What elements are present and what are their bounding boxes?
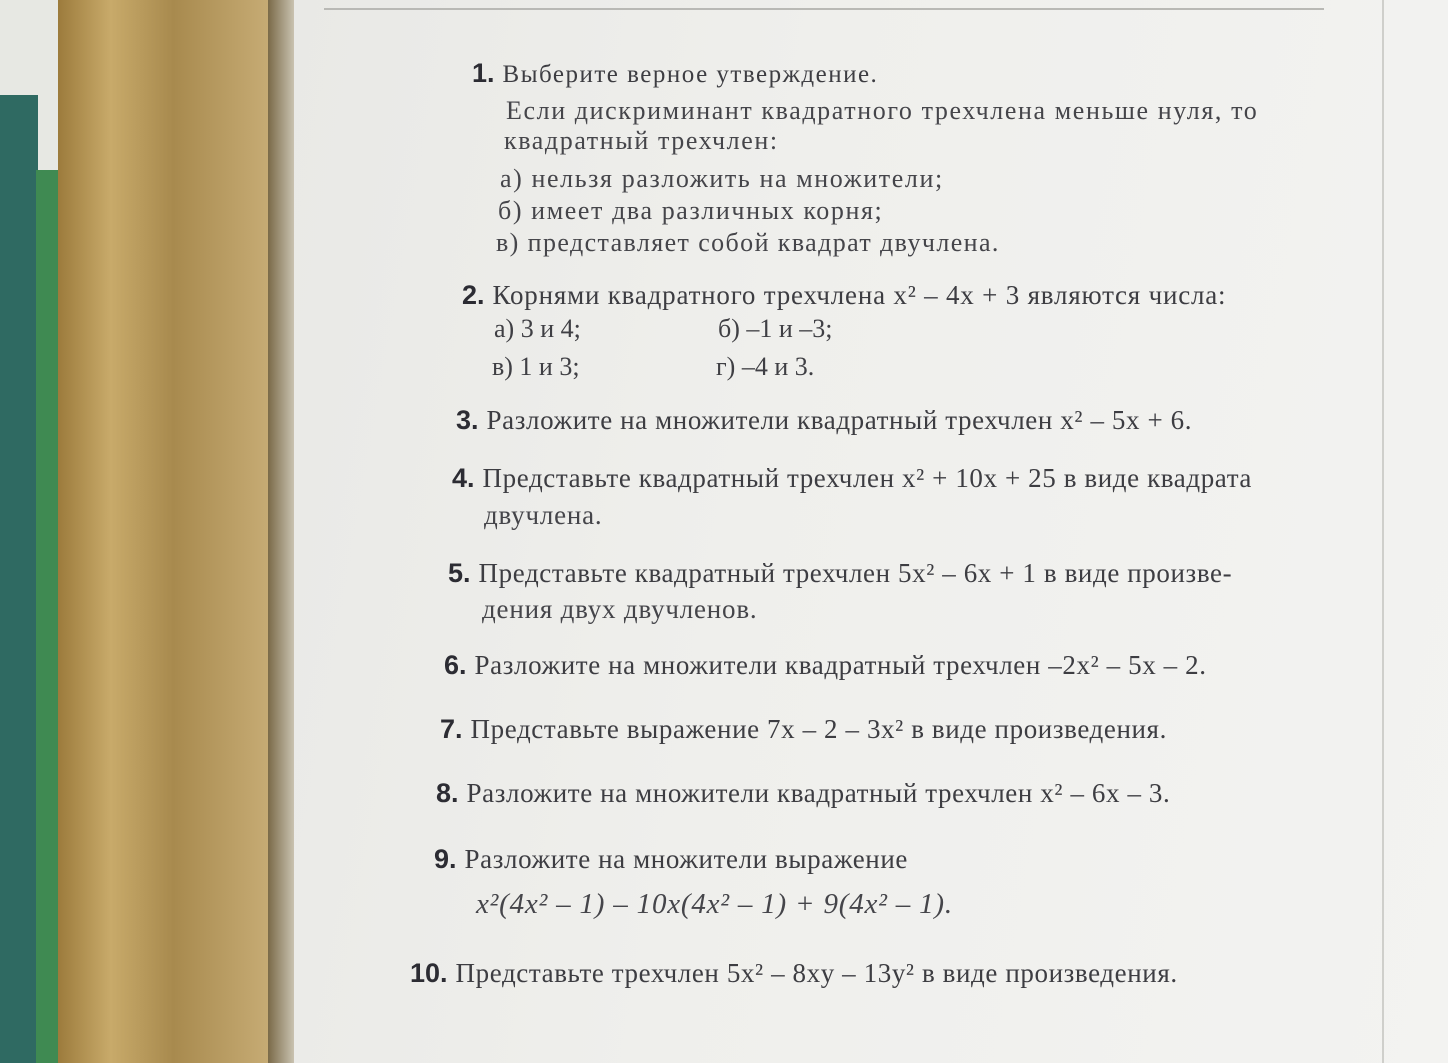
task-text: Разложите на множители квадратный трехчлен x² – 5x + 6. bbox=[486, 405, 1193, 435]
answer-option: в) 1 и 3; bbox=[492, 352, 580, 381]
page-gutter bbox=[268, 0, 294, 1063]
task-8 bbox=[436, 778, 1170, 809]
answer-option: б) имеет два различных корня; bbox=[498, 196, 884, 225]
binder-spine bbox=[58, 0, 268, 1063]
task-number: 4. bbox=[452, 463, 475, 493]
task-number: 7. bbox=[440, 714, 463, 744]
task-9 bbox=[434, 844, 908, 875]
task-text: Представьте трехчлен 5x² – 8xy – 13y² в виде произведения. bbox=[455, 958, 1178, 988]
task-text: Разложите на множители квадратный трехчлен x² – 6x – 3. bbox=[466, 778, 1171, 808]
task-text: Представьте квадратный трехчлен 5x² – 6x + 1 в виде произве- bbox=[478, 558, 1233, 588]
task-7 bbox=[440, 714, 1167, 745]
worksheet-page bbox=[294, 0, 1448, 1063]
task-number: 10. bbox=[410, 958, 448, 988]
answer-option: б) –1 и –3; bbox=[718, 314, 833, 343]
top-rule bbox=[324, 8, 1324, 10]
task-expression: x²(4x² – 1) – 10x(4x² – 1) + 9(4x² – 1). bbox=[476, 888, 953, 920]
answer-option: г) –4 и 3. bbox=[716, 352, 815, 381]
answer-option: а) 3 и 4; bbox=[494, 314, 581, 343]
binder-stripe bbox=[0, 95, 38, 1063]
task-3 bbox=[456, 405, 1192, 436]
task-text: Представьте выражение 7x – 2 – 3x² в виде произведения. bbox=[470, 714, 1167, 744]
answer-option: а) нельзя разложить на множители; bbox=[500, 164, 944, 193]
task-number: 5. bbox=[448, 558, 471, 588]
task-number: 3. bbox=[456, 405, 479, 435]
task-4 bbox=[452, 463, 1252, 494]
task-text: Разложите на множители квадратный трехчлен –2x² – 5x – 2. bbox=[474, 650, 1207, 680]
task-6 bbox=[444, 650, 1207, 681]
task-text: Корнями квадратного трехчлена x² – 4x + 3 являются числа: bbox=[492, 280, 1227, 310]
frame-line bbox=[1382, 0, 1384, 1063]
task-text: Выберите верное утверждение. bbox=[502, 61, 879, 88]
task-body-line: Если дискриминант квадратного трехчлена меньше нуля, то bbox=[506, 96, 1259, 125]
task-text: Разложите на множители выражение bbox=[464, 844, 908, 874]
task-10 bbox=[410, 958, 1178, 989]
task-continuation: двучлена. bbox=[484, 500, 603, 530]
answer-option: в) представляет собой квадрат двучлена. bbox=[496, 228, 1000, 257]
task-body-line: квадратный трехчлен: bbox=[504, 126, 779, 155]
task-text: Представьте квадратный трехчлен x² + 10x + 25 в виде квадрата bbox=[482, 463, 1253, 493]
task-number: 6. bbox=[444, 650, 467, 680]
task-number: 2. bbox=[462, 280, 485, 310]
task-5 bbox=[448, 558, 1232, 589]
task-number: 8. bbox=[436, 778, 459, 808]
task-number: 9. bbox=[434, 844, 457, 874]
task-1 bbox=[472, 58, 878, 89]
task-continuation: дения двух двучленов. bbox=[482, 594, 758, 624]
task-2 bbox=[462, 280, 1226, 311]
task-number: 1. bbox=[472, 58, 495, 88]
